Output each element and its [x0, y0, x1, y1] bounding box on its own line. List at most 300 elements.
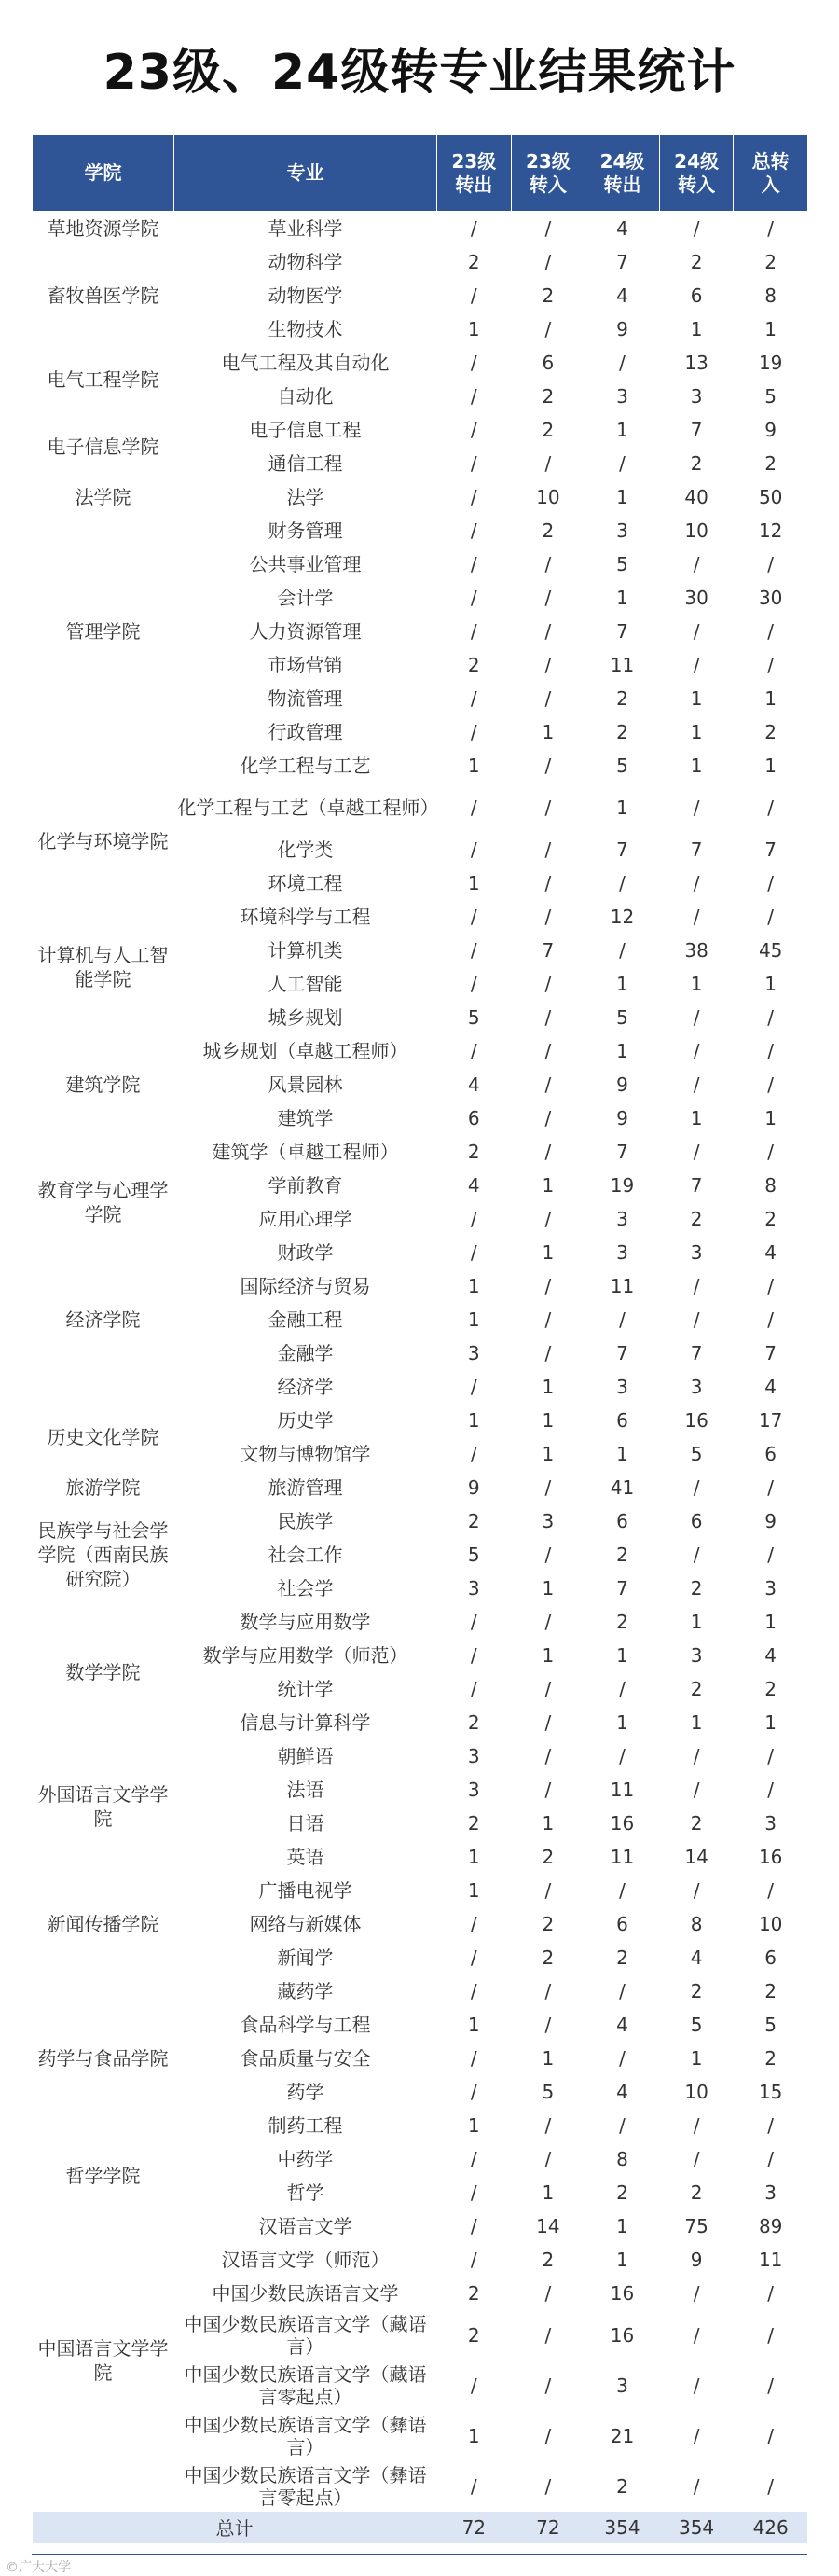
- value-23-in: /: [544, 1039, 552, 1062]
- value-23-out: 1: [467, 2013, 480, 2036]
- value-23-in: /: [544, 1475, 552, 1499]
- value-24-in: 1: [690, 2046, 703, 2070]
- value-24-in: 7: [690, 838, 703, 861]
- value-23-out: 1: [467, 2424, 480, 2447]
- value-total-in: 12: [758, 519, 783, 542]
- value-24-out: 3: [616, 1207, 628, 1230]
- value-24-out: 1: [616, 586, 628, 609]
- value-23-out: 2: [467, 2281, 480, 2305]
- value-24-in: 1: [690, 1106, 703, 1129]
- value-23-in: 1: [542, 720, 555, 743]
- value-24-out: 2: [616, 2474, 628, 2498]
- value-total-in: /: [767, 2113, 775, 2137]
- value-24-in: 7: [690, 1341, 703, 1364]
- value-total-in: 5: [764, 384, 777, 408]
- major-cell: 广播电视学: [258, 1878, 352, 1902]
- value-23-in: /: [544, 2424, 552, 2447]
- value-total-in: 5: [764, 2013, 777, 2036]
- table-row: [33, 1001, 808, 1034]
- value-23-in: /: [544, 317, 552, 340]
- value-23-in: 3: [542, 1509, 555, 1532]
- value-24-in: /: [693, 653, 700, 676]
- value-23-out: /: [470, 1946, 477, 1969]
- value-24-out: /: [619, 451, 626, 475]
- value-23-in: 14: [536, 2214, 560, 2237]
- total-total-in: 426: [734, 2512, 808, 2543]
- table-header-row: [33, 135, 808, 212]
- value-23-out: /: [470, 586, 477, 609]
- college-cell: 数学学院: [65, 1660, 141, 1683]
- major-cell: 中国少数民族语言文学（彝语言）: [184, 2413, 427, 2458]
- value-23-in: 1: [542, 1442, 555, 1465]
- value-total-in: 6: [764, 1946, 777, 1969]
- table-row: [33, 212, 808, 245]
- value-total-in: 2: [764, 1207, 777, 1230]
- value-23-in: /: [544, 216, 552, 240]
- value-23-in: /: [544, 754, 552, 777]
- watermark-credit: ©广大大学: [6, 2560, 71, 2575]
- value-23-in: 2: [542, 418, 555, 441]
- major-cell: 生物技术: [268, 317, 343, 340]
- value-23-in: /: [544, 1005, 552, 1029]
- value-23-in: /: [544, 796, 552, 819]
- value-24-out: 7: [616, 250, 628, 273]
- value-24-in: /: [693, 1005, 700, 1029]
- value-24-in: /: [693, 2323, 700, 2347]
- value-24-out: 4: [616, 284, 628, 307]
- value-24-in: 7: [690, 1173, 703, 1197]
- major-cell: 会计学: [277, 586, 334, 609]
- value-24-out: 2: [616, 686, 628, 710]
- value-23-in: /: [544, 2374, 552, 2397]
- value-24-out: 3: [616, 384, 628, 408]
- header-24-out: 24级 转出: [585, 135, 660, 212]
- value-24-in: /: [693, 2474, 700, 2498]
- value-24-out: 5: [616, 1005, 628, 1029]
- value-23-in: /: [544, 871, 552, 894]
- value-23-in: 1: [542, 1576, 555, 1600]
- value-23-in: /: [544, 972, 552, 995]
- value-24-in: 1: [690, 317, 703, 340]
- value-total-in: 2: [764, 451, 777, 475]
- college-cell: 管理学院: [65, 619, 141, 643]
- value-total-in: /: [767, 2374, 775, 2397]
- value-23-out: /: [470, 619, 477, 643]
- value-23-out: 1: [467, 1878, 480, 1902]
- value-23-out: 1: [467, 1274, 480, 1297]
- value-24-out: 1: [616, 1039, 628, 1062]
- value-total-in: 2: [764, 250, 777, 273]
- major-cell: 建筑学: [277, 1106, 334, 1129]
- value-23-out: 2: [467, 1710, 480, 1734]
- total-23-out: 72: [437, 2512, 512, 2543]
- value-23-out: 5: [467, 1543, 480, 1566]
- college-cell: 药学与食品学院: [37, 2046, 169, 2070]
- value-24-in: 14: [684, 1845, 708, 1868]
- total-24-in: 354: [659, 2512, 734, 2543]
- major-cell: 应用心理学: [258, 1207, 352, 1230]
- value-24-out: 9: [616, 1106, 628, 1129]
- value-24-out: /: [619, 938, 626, 962]
- table-row: [33, 413, 808, 447]
- major-cell: 药学: [286, 2080, 324, 2103]
- value-23-out: /: [470, 284, 477, 307]
- value-total-in: 3: [764, 2181, 777, 2204]
- value-23-in: /: [544, 2013, 552, 2036]
- value-24-out: 9: [616, 1073, 628, 1096]
- header-college: 学院: [33, 135, 174, 212]
- value-24-in: /: [693, 905, 700, 928]
- college-cell: 计算机与人工智能学院: [37, 943, 169, 990]
- value-24-out: 7: [616, 619, 628, 643]
- value-23-out: 2: [467, 1811, 480, 1835]
- value-total-in: 1: [764, 1610, 777, 1633]
- major-cell: 历史学: [277, 1408, 334, 1432]
- value-total-in: /: [767, 1878, 775, 1902]
- table-row: [33, 480, 808, 514]
- value-24-out: 16: [610, 2281, 635, 2305]
- value-24-out: 2: [616, 1610, 628, 1633]
- value-24-in: 40: [684, 485, 708, 508]
- value-23-out: 4: [467, 1073, 480, 1096]
- value-23-in: /: [544, 1140, 552, 1163]
- table-row: [33, 934, 808, 967]
- major-cell: 建筑学（卓越工程师）: [212, 1140, 399, 1163]
- value-24-out: 6: [616, 1912, 628, 1935]
- value-24-out: 1: [616, 796, 628, 819]
- value-23-out: /: [470, 485, 477, 508]
- value-23-in: /: [544, 1341, 552, 1364]
- value-23-in: 7: [542, 938, 555, 962]
- major-cell: 自动化: [277, 384, 334, 408]
- value-24-out: 7: [616, 1341, 628, 1364]
- value-23-out: /: [470, 1643, 477, 1667]
- value-24-in: /: [693, 1140, 700, 1163]
- value-23-out: /: [470, 2214, 477, 2237]
- value-24-out: 7: [616, 838, 628, 861]
- value-23-out: 2: [467, 653, 480, 676]
- value-total-in: /: [767, 905, 775, 928]
- value-23-out: /: [470, 2374, 477, 2397]
- value-total-in: 4: [764, 1240, 777, 1264]
- value-24-out: 16: [610, 1811, 635, 1835]
- major-cell: 市场营销: [268, 653, 343, 676]
- value-23-out: /: [470, 838, 477, 861]
- major-cell: 中药学: [277, 2147, 334, 2170]
- college-cell: 民族学与社会学学院（西南民族研究院）: [37, 1518, 169, 1590]
- header-23-in: 23级 转入: [511, 135, 585, 212]
- total-24-out: 354: [585, 2512, 660, 2543]
- value-23-out: /: [470, 972, 477, 995]
- value-24-in: /: [693, 216, 700, 240]
- value-23-in: 1: [542, 1408, 555, 1432]
- value-24-out: 11: [610, 653, 635, 676]
- value-total-in: /: [767, 216, 775, 240]
- value-total-in: 10: [758, 1912, 783, 1935]
- college-cell: 草地资源学院: [47, 216, 159, 240]
- major-cell: 城乡规划: [268, 1005, 343, 1029]
- value-24-in: 2: [690, 250, 703, 273]
- value-total-in: 15: [758, 2080, 783, 2103]
- value-total-in: 89: [758, 2214, 783, 2237]
- header-major: 专业: [174, 135, 437, 212]
- table-row: [33, 1605, 808, 1639]
- value-24-in: 2: [690, 1811, 703, 1835]
- value-24-out: 6: [616, 1408, 628, 1432]
- value-23-out: /: [470, 1375, 477, 1398]
- value-23-out: 2: [467, 1140, 480, 1163]
- value-24-out: 3: [616, 519, 628, 542]
- value-23-in: /: [544, 1677, 552, 1700]
- value-total-in: /: [767, 1005, 775, 1029]
- value-23-in: 10: [536, 485, 560, 508]
- table-row: [33, 749, 808, 782]
- value-24-out: /: [619, 351, 626, 374]
- value-23-out: 1: [467, 1408, 480, 1432]
- value-23-out: 2: [467, 1509, 480, 1532]
- value-total-in: 1: [764, 1710, 777, 1734]
- value-23-out: 1: [467, 1845, 480, 1868]
- major-cell: 社会工作: [268, 1543, 343, 1566]
- major-cell: 法学: [286, 485, 324, 508]
- value-23-in: /: [544, 905, 552, 928]
- value-23-in: 2: [542, 284, 555, 307]
- value-23-in: /: [544, 1744, 552, 1767]
- value-24-in: /: [693, 619, 700, 643]
- value-24-out: 7: [616, 1576, 628, 1600]
- value-24-out: /: [619, 1677, 626, 1700]
- table-row: [33, 1974, 808, 2008]
- value-23-in: 1: [542, 2181, 555, 2204]
- value-total-in: /: [767, 1475, 775, 1499]
- value-23-out: 6: [467, 1106, 480, 1129]
- value-total-in: 8: [764, 1173, 777, 1197]
- value-23-in: /: [544, 552, 552, 575]
- value-total-in: /: [767, 1308, 775, 1331]
- value-23-in: 5: [542, 2080, 555, 2103]
- major-cell: 民族学: [277, 1509, 334, 1532]
- value-23-in: /: [544, 619, 552, 643]
- value-total-in: 45: [758, 938, 783, 962]
- major-cell: 食品科学与工程: [240, 2013, 371, 2036]
- results-table-container: [32, 134, 807, 2543]
- value-total-in: 4: [764, 1375, 777, 1398]
- value-24-in: /: [693, 1778, 700, 1801]
- college-cell: 电子信息学院: [47, 435, 159, 458]
- college-cell: 新闻传播学院: [47, 1912, 159, 1935]
- header-23-out: 23级 转出: [437, 135, 512, 212]
- total-row: [33, 2512, 808, 2543]
- value-24-in: 6: [690, 284, 703, 307]
- value-24-out: 1: [616, 485, 628, 508]
- value-24-out: 1: [616, 2248, 628, 2271]
- value-total-in: /: [767, 1073, 775, 1096]
- value-24-in: 1: [690, 1710, 703, 1734]
- major-cell: 物流管理: [268, 686, 343, 710]
- value-24-in: /: [693, 1073, 700, 1096]
- college-cell: 外国语言文学学院: [37, 1782, 169, 1830]
- value-24-out: 4: [616, 2080, 628, 2103]
- value-23-out: 3: [467, 1744, 480, 1767]
- value-24-in: 2: [690, 1207, 703, 1230]
- value-24-out: 2: [616, 1543, 628, 1566]
- value-23-in: /: [544, 838, 552, 861]
- value-24-in: 10: [684, 2080, 708, 2103]
- value-23-out: 3: [467, 1778, 480, 1801]
- value-24-out: 6: [616, 1509, 628, 1532]
- value-23-in: /: [544, 1778, 552, 1801]
- value-total-in: /: [767, 653, 775, 676]
- value-total-in: 2: [764, 1677, 777, 1700]
- major-cell: 金融工程: [268, 1308, 343, 1331]
- major-cell: 风景园林: [268, 1073, 343, 1096]
- college-cell: 经济学院: [65, 1308, 141, 1331]
- major-cell: 中国少数民族语言文学: [212, 2281, 399, 2305]
- value-23-out: /: [470, 1207, 477, 1230]
- value-total-in: 3: [764, 1576, 777, 1600]
- value-24-out: /: [619, 2113, 626, 2137]
- value-total-in: 1: [764, 686, 777, 710]
- major-cell: 新闻学: [277, 1946, 334, 1969]
- value-23-out: 1: [467, 2113, 480, 2137]
- value-24-out: 21: [610, 2424, 635, 2447]
- value-23-in: /: [544, 2323, 552, 2347]
- value-24-out: 5: [616, 552, 628, 575]
- value-24-in: 2: [690, 451, 703, 475]
- major-cell: 化学工程与工艺: [240, 754, 371, 777]
- value-24-out: 12: [610, 905, 635, 928]
- value-24-out: 2: [616, 1946, 628, 1969]
- value-total-in: 9: [764, 418, 777, 441]
- table-row: [33, 2209, 808, 2243]
- table-row: [33, 245, 808, 279]
- value-24-in: 7: [690, 418, 703, 441]
- major-cell: 经济学: [277, 1375, 334, 1398]
- value-23-in: 6: [542, 351, 555, 374]
- major-cell: 制药工程: [268, 2113, 343, 2137]
- value-24-in: /: [693, 1878, 700, 1902]
- major-cell: 哲学: [286, 2181, 324, 2204]
- value-24-in: /: [693, 796, 700, 819]
- value-24-in: 10: [684, 519, 708, 542]
- value-24-out: 1: [616, 1442, 628, 1465]
- value-23-in: 1: [542, 1811, 555, 1835]
- major-cell: 金融学: [277, 1341, 334, 1364]
- major-cell: 动物科学: [268, 250, 343, 273]
- value-23-out: /: [470, 1610, 477, 1633]
- value-24-out: 9: [616, 317, 628, 340]
- value-total-in: 2: [764, 1979, 777, 2002]
- college-cell: 教育学与心理学学院: [37, 1178, 169, 1226]
- value-23-in: /: [544, 250, 552, 273]
- value-24-out: 4: [616, 2013, 628, 2036]
- value-23-out: /: [470, 351, 477, 374]
- value-24-out: 11: [610, 1274, 635, 1297]
- major-cell: 环境科学与工程: [240, 905, 371, 928]
- value-23-out: /: [470, 2080, 477, 2103]
- value-total-in: /: [767, 2474, 775, 2498]
- value-23-in: 1: [542, 1173, 555, 1197]
- value-total-in: /: [767, 871, 775, 894]
- value-24-out: /: [619, 1744, 626, 1767]
- college-cell: 电气工程学院: [47, 367, 159, 391]
- value-24-in: /: [693, 2424, 700, 2447]
- college-cell: 法学院: [75, 485, 131, 508]
- value-23-out: /: [470, 519, 477, 542]
- major-cell: 数学与应用数学（师范）: [202, 1643, 408, 1667]
- value-24-out: /: [619, 1878, 626, 1902]
- value-23-in: 2: [542, 1845, 555, 1868]
- header-24-in: 24级 转入: [659, 135, 734, 212]
- value-24-out: 41: [610, 1475, 635, 1499]
- value-23-in: /: [544, 1207, 552, 1230]
- value-23-out: 1: [467, 871, 480, 894]
- value-total-in: 1: [764, 317, 777, 340]
- value-24-in: /: [693, 871, 700, 894]
- header-total-in: 总转 入: [734, 135, 808, 212]
- value-total-in: /: [767, 2147, 775, 2170]
- value-24-out: /: [619, 1979, 626, 2002]
- value-23-in: /: [544, 2113, 552, 2137]
- value-23-out: 1: [467, 754, 480, 777]
- value-total-in: /: [767, 1744, 775, 1767]
- value-24-in: 2: [690, 1576, 703, 1600]
- value-23-in: /: [544, 1073, 552, 1096]
- value-total-in: 1: [764, 754, 777, 777]
- table-body: [33, 212, 808, 2512]
- major-cell: 人力资源管理: [249, 619, 362, 643]
- value-24-in: 2: [690, 1979, 703, 2002]
- major-cell: 计算机类: [268, 938, 343, 962]
- value-23-in: 1: [542, 1375, 555, 1398]
- results-table: [32, 134, 808, 2543]
- college-cell: 建筑学院: [65, 1073, 141, 1096]
- value-total-in: 7: [764, 838, 777, 861]
- table-row: [33, 1739, 808, 1773]
- value-total-in: /: [767, 2281, 775, 2305]
- value-23-out: /: [470, 451, 477, 475]
- value-23-in: 2: [542, 1912, 555, 1935]
- value-23-out: /: [470, 1979, 477, 2002]
- value-23-out: /: [470, 1677, 477, 1700]
- major-cell: 通信工程: [268, 451, 343, 475]
- value-24-in: /: [693, 1308, 700, 1331]
- major-cell: 财政学: [277, 1240, 334, 1264]
- major-cell: 数学与应用数学: [240, 1610, 371, 1633]
- major-cell: 文物与博物馆学: [240, 1442, 371, 1465]
- major-cell: 统计学: [277, 1677, 334, 1700]
- major-cell: 电气工程及其自动化: [221, 351, 390, 374]
- value-24-out: 11: [610, 1845, 635, 1868]
- value-24-in: 3: [690, 384, 703, 408]
- value-23-out: /: [470, 552, 477, 575]
- value-24-out: 3: [616, 1240, 628, 1264]
- value-23-out: /: [470, 905, 477, 928]
- major-cell: 电子信息工程: [249, 418, 362, 441]
- major-cell: 国际经济与贸易: [240, 1274, 371, 1297]
- value-24-in: /: [693, 2281, 700, 2305]
- value-23-out: /: [470, 686, 477, 710]
- value-23-out: 4: [467, 1173, 480, 1197]
- table-row: [33, 1169, 808, 1202]
- value-24-in: /: [693, 2113, 700, 2137]
- major-cell: 化学类: [277, 838, 334, 861]
- major-cell: 藏药学: [277, 1979, 334, 2002]
- value-23-out: 2: [467, 250, 480, 273]
- value-23-in: 2: [542, 2248, 555, 2271]
- value-23-out: /: [470, 216, 477, 240]
- value-total-in: /: [767, 1778, 775, 1801]
